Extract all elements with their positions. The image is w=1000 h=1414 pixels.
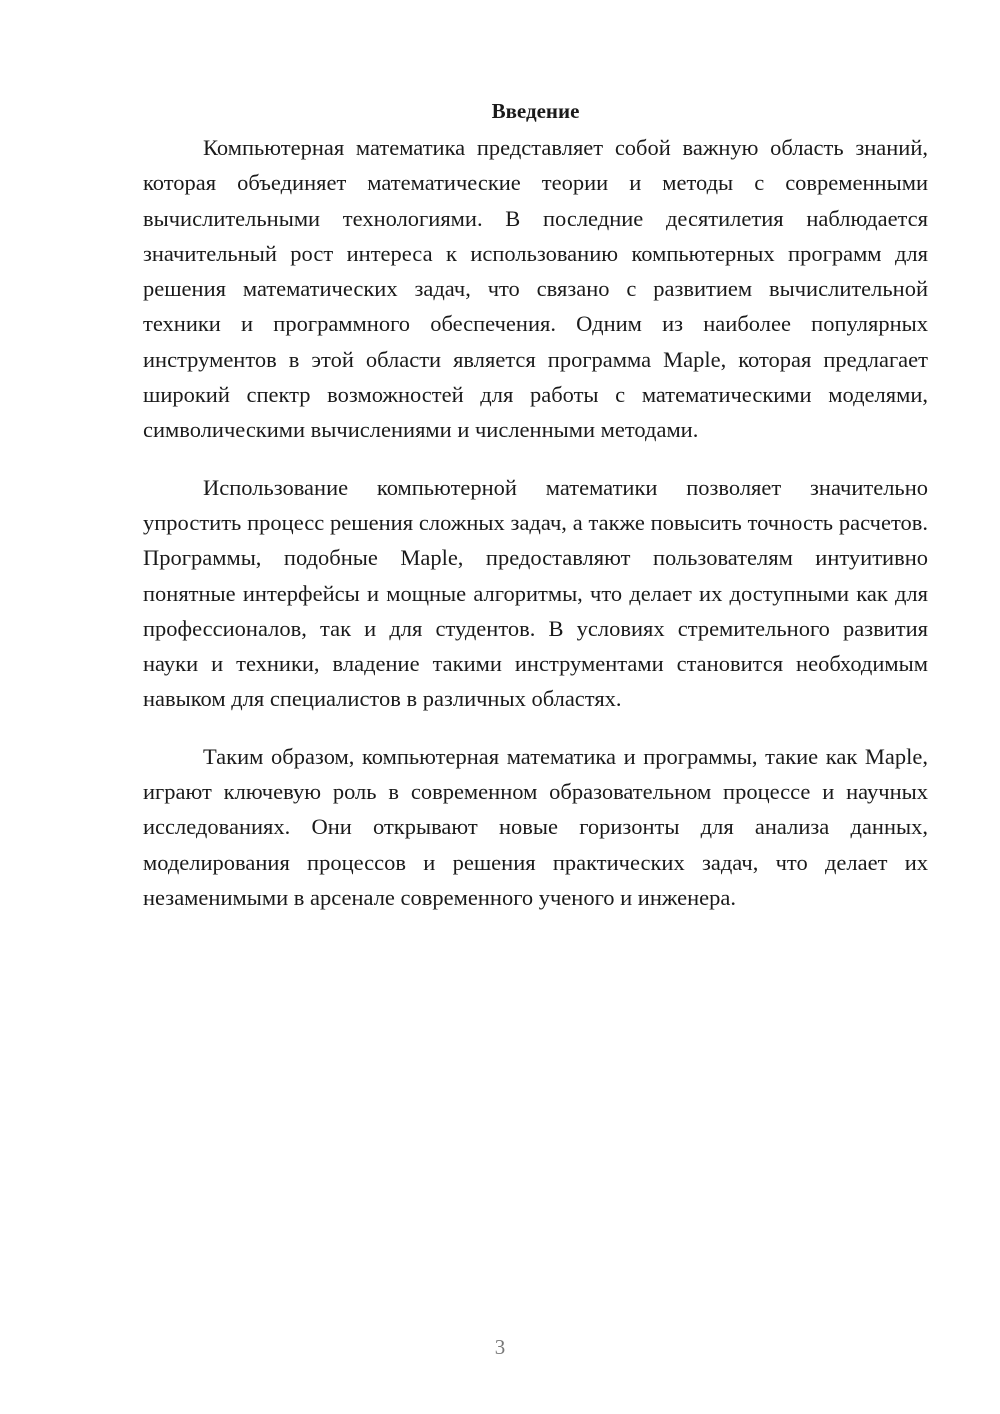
page-number: 3 [494, 1335, 506, 1359]
section-heading: Введение [491, 99, 580, 123]
paragraph-1: Компьютерная математика представляет собой важную область знаний, которая объединяет математические теории и методы с современными вычислительными технологиями. В последние десятилетия наблюдается значительный рост интереса к использованию компьютерных программ для решения математических задач, что связано с развитием вычислительной техники и программного обеспечения. Одним из наиболее популярных инструментов в этой области является программа Maple, которая предлагает широкий спектр возможностей для работы с математическими моделями, символическими вычислениями и численными методами. [143, 135, 928, 443]
paragraph-2: Использование компьютерной математики позволяет значительно упростить процесс решения сложных задач, а также повысить точность расчетов. Программы, подобные Maple, предоставляют пользователям интуитивно понятные интерфейсы и мощные алгоритмы, что делает их доступными как для профессионалов, так и для студентов. В условиях стремительного развития науки и техники, владение такими инструментами становится необходимым навыком для специалистов в различных областях. [143, 474, 928, 712]
paragraph-3: Таким образом, компьютерная математика и программы, такие как Maple, играют ключевую роль в современном образовательном процессе и научных исследованиях. Они открывают новые горизонты для анализа данных, моделирования процессов и решения практических задач, что делает их незаменимыми в арсенале современного ученого и инженера. [143, 743, 928, 910]
page-content [143, 96, 928, 937]
